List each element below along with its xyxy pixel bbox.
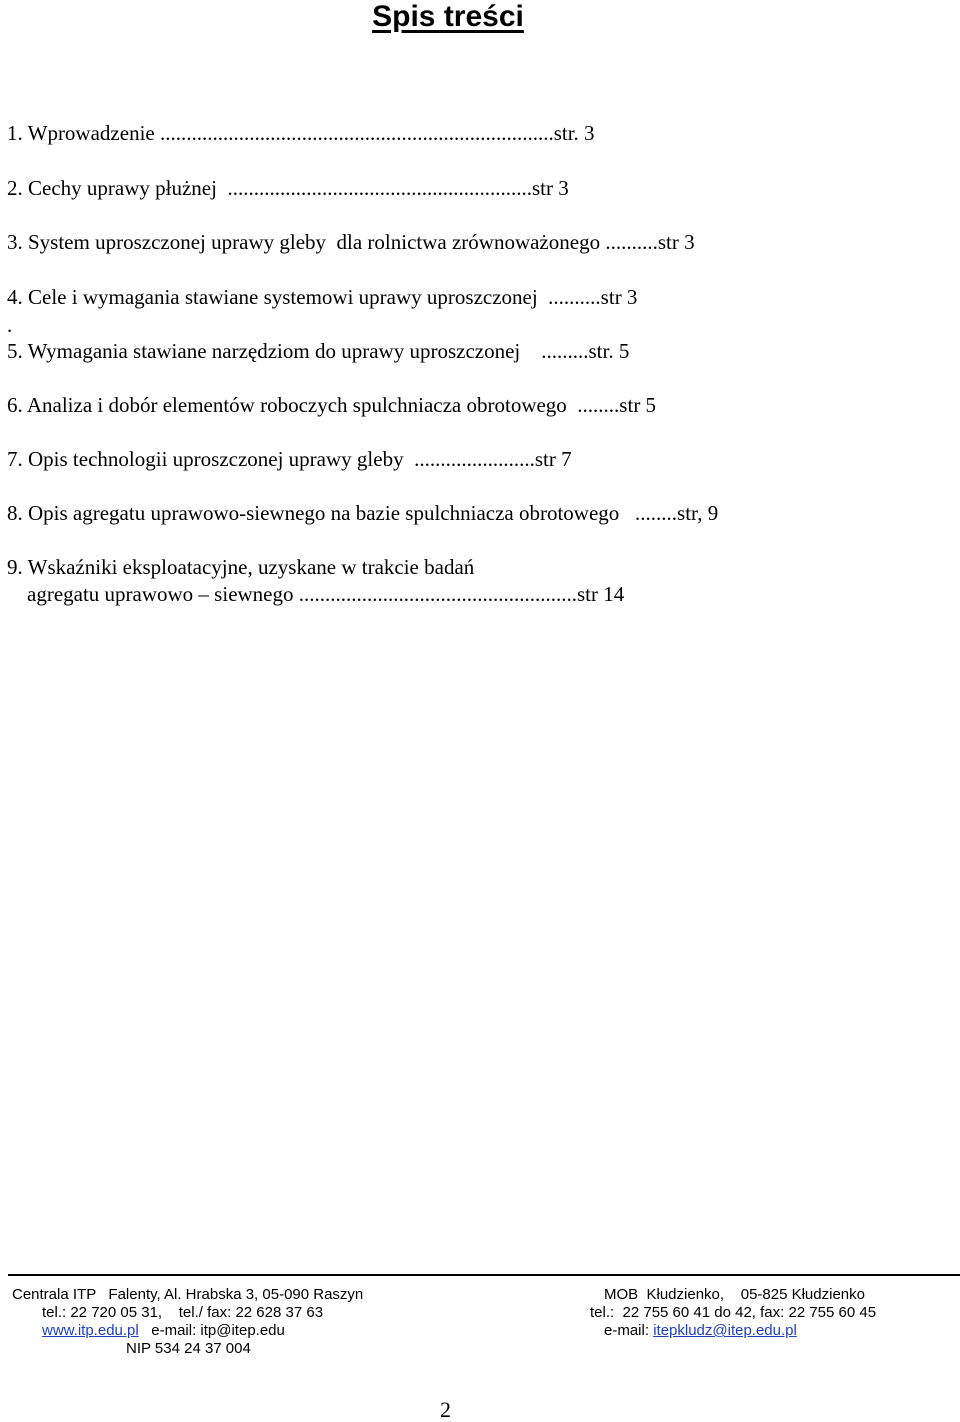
footer-hq-email: e-mail: itp@itep.edu	[151, 1322, 285, 1339]
toc-entry-4[interactable]: 4. Cele i wymagania stawiane systemowi uprawy uproszczonej ..........str 3	[7, 285, 638, 309]
toc-entry-8[interactable]: 8. Opis agregatu uprawowo-siewnego na bazie spulchniacza obrotowego ........str, 9	[7, 501, 719, 525]
footer-divider	[8, 1274, 960, 1276]
stray-dot: .	[7, 313, 13, 337]
toc-entry-9-continuation[interactable]: agregatu uprawowo – siewnego .....................................................str 14	[27, 582, 625, 606]
toc-entry-9[interactable]: 9. Wskaźniki eksploatacyjne, uzyskane w trakcie badań	[7, 555, 475, 579]
footer-hq-phone: tel.: 22 720 05 31, tel./ fax: 22 628 37 63	[42, 1304, 324, 1321]
footer-branch-contact	[604, 1322, 797, 1340]
toc-entry-2[interactable]: 2. Cechy uprawy płużnej ..........................................................str 3	[7, 176, 569, 200]
footer-branch-email-link[interactable]: itepkludz@itep.edu.pl	[653, 1322, 797, 1339]
footer-hq-nip: NIP 534 24 37 004	[126, 1340, 251, 1357]
toc-entry-6[interactable]: 6. Analiza i dobór elementów roboczych spulchniacza obrotowego ........str 5	[7, 393, 657, 417]
toc-entry-1[interactable]: 1. Wprowadzenie ...........................................................................str. 3	[7, 121, 595, 145]
footer-branch-address: MOB Kłudzienko, 05-825 Kłudzienko	[604, 1286, 865, 1303]
toc-entry-7[interactable]: 7. Opis technologii uproszczonej uprawy gleby .......................str 7	[7, 447, 572, 471]
footer-hq-address: Centrala ITP Falenty, Al. Hrabska 3, 05-090 Raszyn	[12, 1286, 364, 1303]
page-number: 2	[440, 1397, 451, 1422]
toc-entry-3[interactable]: 3. System uproszczonej uprawy gleby dla rolnictwa zrównoważonego ..........str 3	[7, 230, 695, 254]
toc-entry-5[interactable]: 5. Wymagania stawiane narzędziom do uprawy uproszczonej .........str. 5	[7, 339, 630, 363]
footer-branch-phone: tel.: 22 755 60 41 do 42, fax: 22 755 60 45	[590, 1304, 877, 1321]
footer-hq-website-link[interactable]: www.itp.edu.pl	[42, 1322, 139, 1339]
footer-hq-contact	[42, 1322, 285, 1340]
page-title: Spis treści	[372, 0, 524, 33]
footer-branch-email-label: e-mail:	[604, 1322, 654, 1339]
